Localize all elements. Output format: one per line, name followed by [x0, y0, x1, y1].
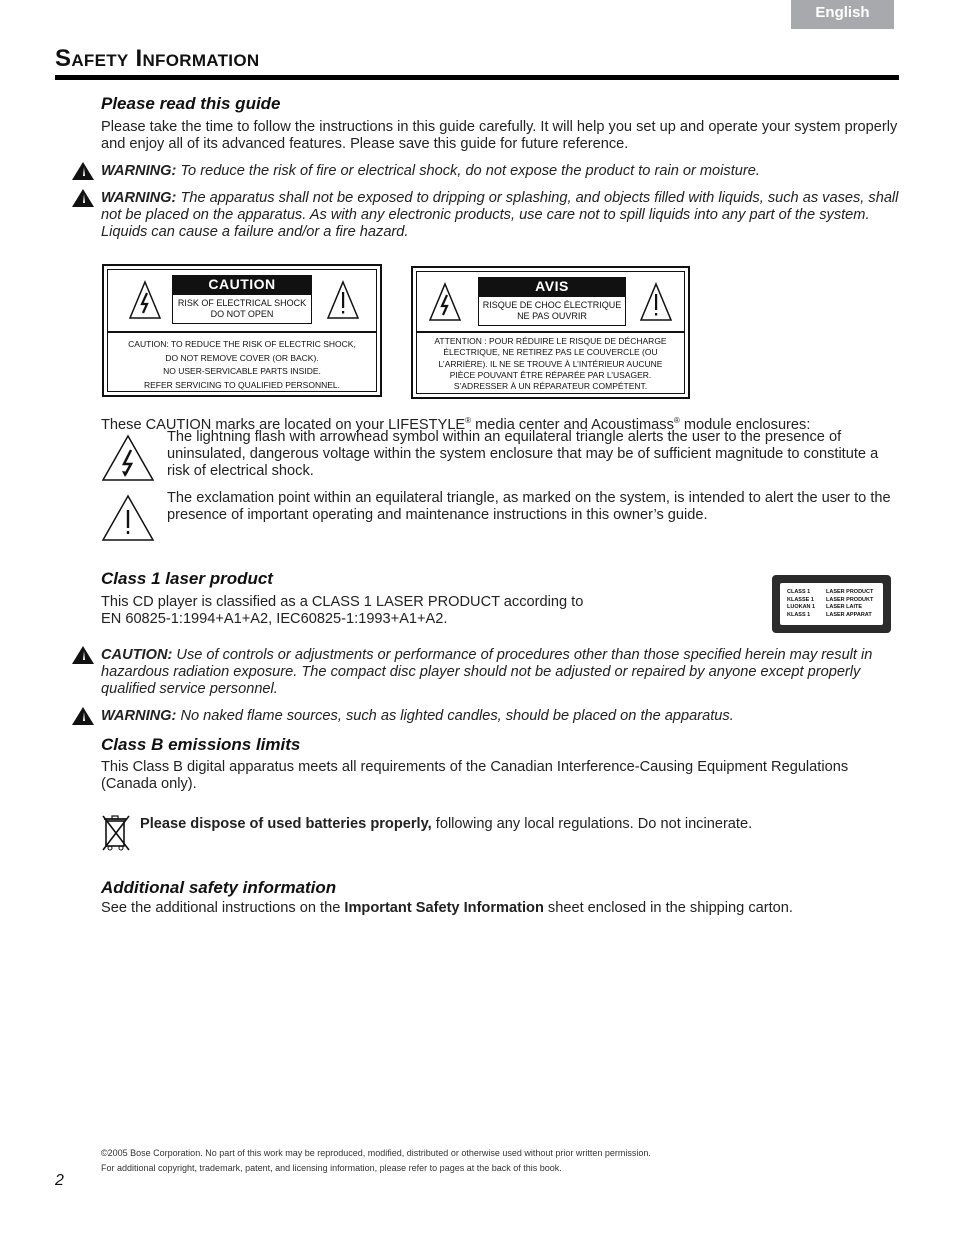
crossed-bin-icon: [101, 814, 131, 852]
class-b-body: This Class B digital apparatus meets all requirements of the Canadian Interference-Causing Equipment Regulations (Canada only).: [101, 759, 849, 792]
avis-body: ATTENTION : POUR RÉDUIRE LE RISQUE DE DÉCHARGE ÉLECTRIQUE, NE RETIREZ PAS LE COUVERCLE (OU L’ARRIÈRE). IL NE SE TROUVE À L’INTÉRIEUR AUCUNE PIÈCE POUVANT ÊTRE RÉPARÉE PAR L’USAGER. S’ADRESSER À UN RÉPARATEUR COMPÉTENT.: [434, 336, 667, 392]
heading-read-guide: Please read this guide: [101, 94, 281, 113]
exclamation-description: The exclamation point within an equilateral triangle, as marked on the system, is intended to alert the user to the presence of important operating and maintenance instructions in this owner’s guide.: [167, 490, 891, 523]
caution-banner: CAUTION: [172, 275, 312, 294]
warning-triangle-icon: [72, 646, 94, 664]
exclamation-triangle-icon: [326, 280, 360, 320]
lightning-triangle-icon: [128, 280, 162, 320]
avis-label: [411, 266, 690, 399]
avis-banner: AVIS: [478, 277, 626, 296]
avis-sub: RISQUE DE CHOC ÉLECTRIQUE NE PAS OUVRIR: [478, 296, 626, 326]
warning-flame: WARNING: No naked flame sources, such as lighted candles, should be placed on the apparatus.: [101, 708, 734, 724]
warning-triangle-icon: [72, 707, 94, 725]
footer-copyright: ©2005 Bose Corporation. No part of this work may be reproduced, modified, distributed or otherwise used without prior written permission.: [101, 1148, 651, 1158]
read-guide-body: Please take the time to follow the instructions in this guide carefully. It will help you set up and operate your system properly and enjoy all of its advanced features. Please save this guide for future reference.: [101, 119, 898, 152]
laser-body: This CD player is classified as a CLASS 1 LASER PRODUCT according to EN 60825-1:1994+A1+A2, IEC60825-1:1993+A1+A2.: [101, 594, 584, 627]
heading-additional: Additional safety information: [101, 878, 337, 897]
title-rule: [55, 75, 899, 80]
additional-body: See the additional instructions on the Important Safety Information sheet enclosed in the shipping carton.: [101, 900, 793, 916]
caution-label: [102, 264, 382, 397]
caution-radiation: CAUTION: Use of controls or adjustments or performance of procedures other than those specified herein may result in hazardous radiation exposure. The compact disc player should not be adjusted or repaired by anyone except properly qualified service personnel.: [101, 647, 873, 697]
heading-class-b: Class B emissions limits: [101, 735, 301, 754]
marks-intro: These CAUTION marks are located on your LIFESTYLE® media center and Acoustimass® module enclosures:: [101, 416, 811, 433]
language-tab[interactable]: English: [791, 0, 894, 29]
batteries-note: Please dispose of used batteries properly, following any local regulations. Do not incinerate.: [140, 816, 753, 832]
lightning-triangle-icon: [101, 434, 155, 482]
lightning-description: The lightning flash with arrowhead symbol within an equilateral triangle alerts the user to the presence of uninsulated, dangerous voltage within the system enclosure that may be of sufficient magnitude to constitute a risk of electrical shock.: [167, 429, 879, 479]
warning-liquids: WARNING: The apparatus shall not be exposed to dripping or splashing, and objects filled with liquids, such as vases, shall not be placed on the apparatus. As with any electronic products, use care not to spill liquids into any part of the system. Liquids can cause a failure and/or a fire hazard.: [101, 190, 899, 240]
footer-more-info: For additional copyright, trademark, patent, and licensing information, please refer to pages at the back of this book.: [101, 1163, 562, 1173]
laser-class-label: CLASS 1 LASER PRODUCT KLASSE 1 LASER PRODUKT LUOKAN 1 LASER LAITE KLASS 1 LASER APPARAT: [772, 575, 891, 633]
warning-triangle-icon: [72, 162, 94, 180]
lightning-triangle-icon: [428, 282, 462, 322]
exclamation-triangle-icon: [639, 282, 673, 322]
page-title: Safety Information: [55, 45, 260, 72]
warning-triangle-icon: [72, 189, 94, 207]
caution-body: CAUTION: TO REDUCE THE RISK OF ELECTRIC SHOCK, DO NOT REMOVE COVER (OR BACK). NO USER-SERVICABLE PARTS INSIDE. REFER SERVICING TO QUALIFIED PERSONNEL.: [128, 339, 356, 390]
warning-moisture: WARNING: To reduce the risk of fire or electrical shock, do not expose the product to rain or moisture.: [101, 163, 760, 179]
page-number: 2: [55, 1172, 64, 1189]
caution-sub: RISK OF ELECTRICAL SHOCK DO NOT OPEN: [172, 294, 312, 324]
exclamation-triangle-icon: [101, 494, 155, 542]
heading-laser: Class 1 laser product: [101, 569, 273, 588]
